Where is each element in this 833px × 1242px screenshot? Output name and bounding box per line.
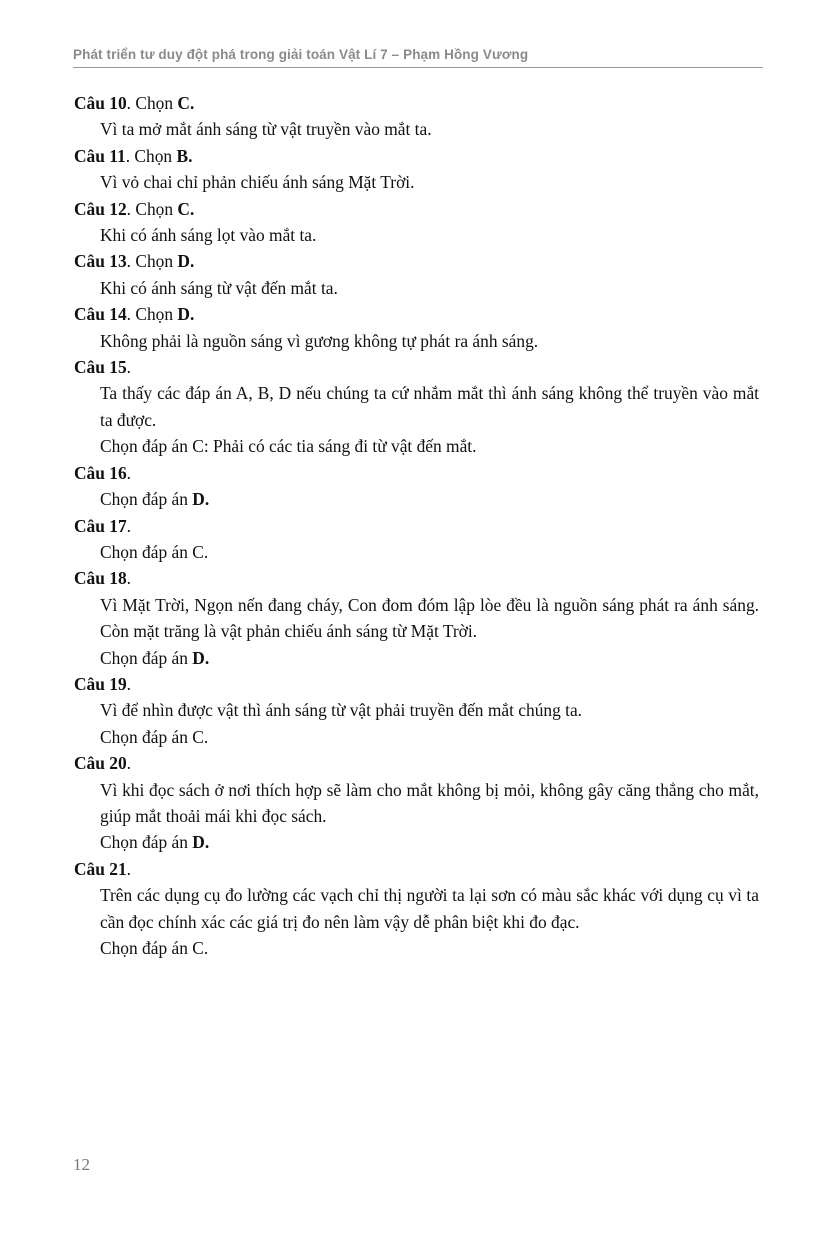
question-heading: Câu 12. Chọn C. [74,198,195,219]
answer-letter: D. [192,647,210,668]
answer-line: Chọn đáp án C. [100,938,209,958]
question-label: Câu 18 [74,568,127,589]
question-item [74,301,759,354]
answer-letter: D. [177,251,195,272]
question-item [74,143,759,196]
explanation-line: Vì khi đọc sách ở nơi thích hợp sẽ làm cho mắt không bị mỏi, không gây căng thẳng cho mắt, giúp mắt thoải mái khi đọc sách. [100,779,759,826]
question-label: Câu 16 [74,462,127,483]
question-label: Câu 10 [74,93,127,113]
answer-letter: C. [192,726,209,747]
question-label: Câu 13 [74,251,127,272]
question-item [74,354,759,460]
explanation-line: Không phải là nguồn sáng vì gương không tự phát ra ánh sáng. [100,330,539,351]
page-number: 12 [73,1155,90,1174]
answer-line: Chọn đáp án C. [100,541,209,562]
question-label: Câu 19 [74,673,127,694]
explanation-line: Khi có ánh sáng từ vật đến mắt ta. [100,277,338,298]
question-heading: Câu 11. Chọn B. [74,145,193,166]
explanation-line: Khi có ánh sáng lọt vào mắt ta. [100,225,317,246]
question-item [74,671,759,750]
question-heading: Câu 13. Chọn D. [74,251,195,272]
answer-letter: B. [176,145,193,166]
question-item [74,513,759,566]
explanation-line: Vì ta mở mắt ánh sáng từ vật truyền vào mắt ta. [100,119,432,140]
explanation-line: Vì vỏ chai chỉ phản chiếu ánh sáng Mặt Trời. [100,172,415,193]
explanation-line: Vì Mặt Trời, Ngọn nến đang cháy, Con đom đóm lập lòe đều là nguồn sáng phát ra ánh sáng. Còn mặt trăng là vật phản chiếu ánh sáng từ Mặt Trời. [100,594,759,642]
question-label: Câu 11 [74,145,126,166]
question-label: Câu 17 [74,515,127,536]
question-label: Câu 20 [74,753,127,774]
question-heading: Câu 18. [74,568,132,589]
question-item [74,248,759,301]
question-item [74,196,759,249]
question-item [74,460,759,513]
question-heading: Câu 10. Chọn C. [74,93,195,113]
question-heading: Câu 20. [74,753,132,774]
answer-letter: C. [192,541,209,562]
question-heading: Câu 19. [74,673,132,694]
explanation-line: Chọn đáp án C: Phải có các tia sáng đi từ vật đến mắt. [100,436,477,457]
answer-letter: C. [177,93,195,113]
explanation-line: Vì để nhìn được vật thì ánh sáng từ vật phải truyền đến mắt chúng ta. [100,700,583,721]
question-heading: Câu 17. [74,515,132,536]
question-heading: Câu 16. [74,462,132,483]
answer-line: Chọn đáp án D. [100,489,210,510]
question-label: Câu 12 [74,198,127,219]
question-label: Câu 21 [74,858,127,879]
question-heading: Câu 14. Chọn D. [74,304,195,325]
question-label: Câu 15 [74,357,127,378]
answer-list [74,90,759,961]
question-item [74,856,759,962]
answer-letter: D. [192,489,210,510]
answer-line: Chọn đáp án D. [100,647,210,668]
question-item [74,90,759,143]
explanation-line: Trên các dụng cụ đo lường các vạch chỉ thị người ta lại sơn có màu sắc khác với dụng cụ vì ta cần đọc chính xác các giá trị đo nên làm vậy dễ phân biệt khi đo đạc. [100,885,759,932]
question-label: Câu 14 [74,304,127,325]
question-heading: Câu 15. [74,357,132,378]
answer-line: Chọn đáp án C. [100,726,209,747]
answer-line: Chọn đáp án D. [100,832,210,853]
explanation-line: Ta thấy các đáp án A, B, D nếu chúng ta cứ nhắm mắt thì ánh sáng không thể truyền vào mắt ta được. [100,383,759,430]
answer-letter: D. [192,832,210,853]
question-heading: Câu 21. [74,858,132,879]
answer-letter: C. [177,198,195,219]
answer-letter: D. [177,304,195,325]
question-item [74,750,759,856]
header-divider [73,67,763,68]
running-header: Phát triển tư duy đột phá trong giải toán Vật Lí 7 – Phạm Hồng Vương [73,47,529,62]
question-item [74,565,759,671]
